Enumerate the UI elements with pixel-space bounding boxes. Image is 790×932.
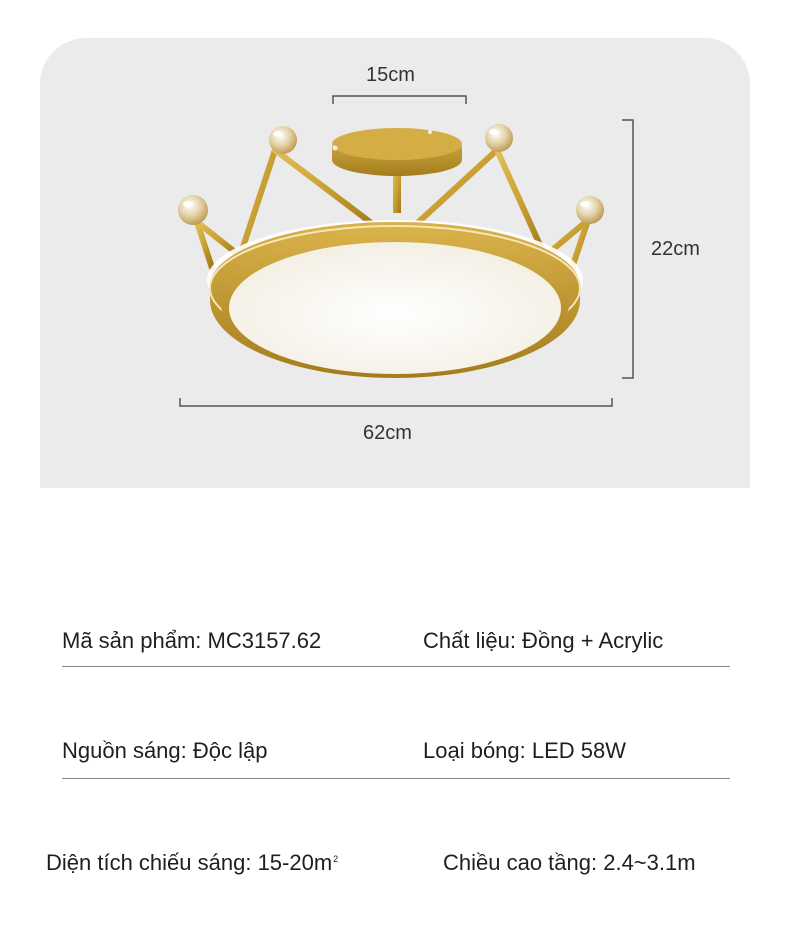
dimension-width-bracket (180, 398, 612, 406)
spec-lighting-area-superscript: 2 (333, 853, 339, 864)
dimension-top-bracket (333, 96, 466, 104)
spec-bulb-type: Loại bóng: LED 58W (423, 738, 627, 763)
dimension-height-bracket (622, 120, 633, 378)
spec-material: Chất liệu: Đồng + Acrylic (423, 628, 664, 653)
spec-lighting-area-text: Diện tích chiếu sáng: 15-20m (46, 850, 333, 875)
crystal-ball-icon (178, 195, 208, 225)
spec-ceiling-height: Chiều cao tầng: 2.4~3.1m (443, 850, 696, 875)
crystal-ball-icon (485, 124, 513, 152)
dimension-label-height: 22cm (651, 238, 700, 260)
crystal-ball-icon (269, 126, 297, 154)
acrylic-diffuser (229, 242, 561, 374)
crystal-ball-icon (576, 196, 604, 224)
ceiling-canopy (332, 128, 462, 176)
lamp-ring (207, 220, 583, 378)
divider-line (62, 778, 730, 779)
divider-line (62, 666, 730, 667)
spec-product-code: Mã sản phẩm: MC3157.62 (62, 628, 322, 653)
spec-light-source: Nguồn sáng: Độc lập (62, 738, 268, 763)
dimension-label-top-width: 15cm (366, 64, 415, 86)
spec-lighting-area (46, 850, 338, 876)
dimension-label-width: 62cm (363, 422, 412, 444)
